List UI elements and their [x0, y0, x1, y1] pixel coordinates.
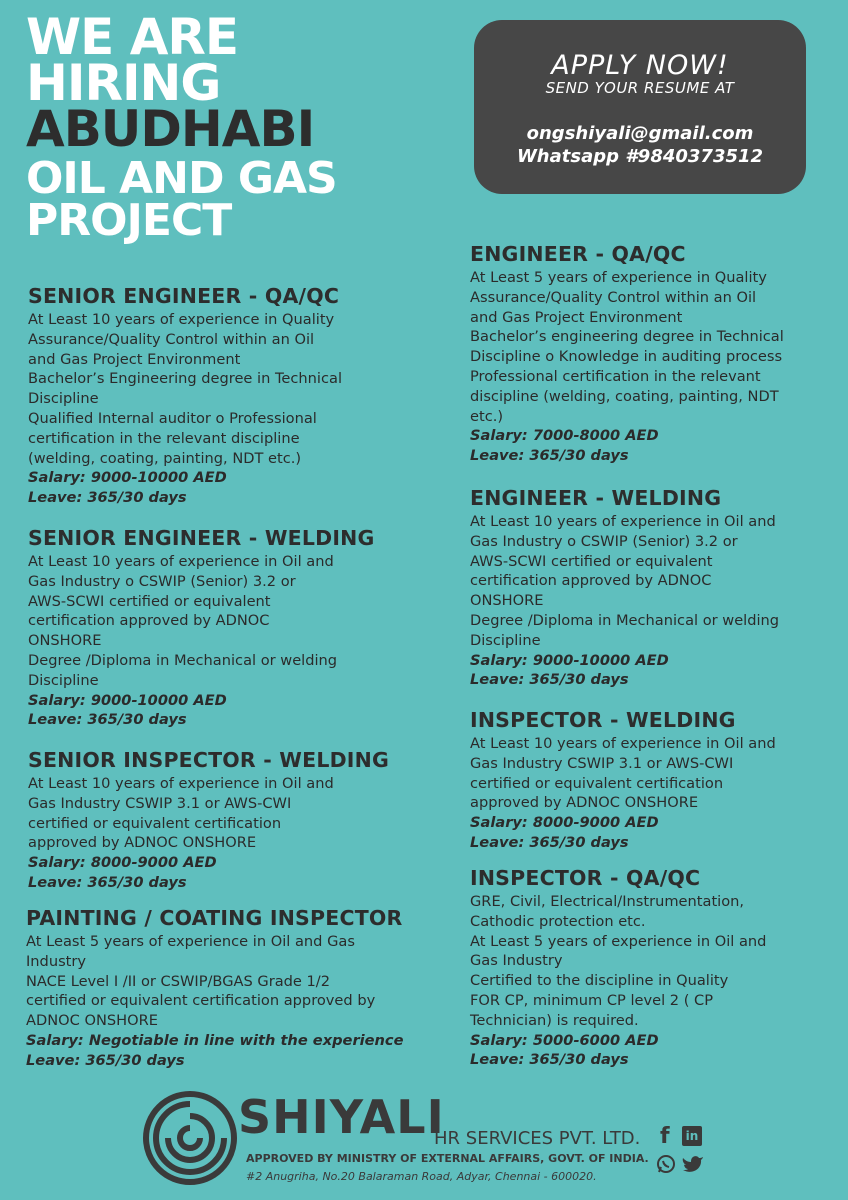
job-title: SENIOR ENGINEER - QA/QC: [28, 284, 340, 308]
job-line: At Least 5 years of experience in Oil and: [470, 932, 767, 950]
job-line: Assurance/Quality Control within an Oil: [470, 288, 757, 306]
job-line: Professional certification in the relevant: [470, 367, 761, 385]
job-line: approved by ADNOC ONSHORE: [470, 794, 699, 812]
job-description: [28, 774, 448, 853]
job-inspector-qaqc: [470, 866, 840, 1070]
linkedin-icon[interactable]: in: [682, 1126, 702, 1146]
brand-name: SHIYALI: [238, 1090, 445, 1144]
job-line: ONSHORE: [470, 592, 544, 610]
apply-email[interactable]: ongshiyali@gmail.com: [526, 123, 754, 144]
job-line: Gas Industry: [470, 952, 563, 970]
job-line: certified or equivalent certification: [470, 774, 724, 792]
job-line: Gas Industry o CSWIP (Senior) 3.2 or: [470, 532, 738, 550]
twitter-icon[interactable]: [682, 1154, 704, 1174]
job-line: Assurance/Quality Control within an Oil: [28, 330, 315, 348]
job-line: ONSHORE: [28, 632, 102, 650]
job-line: certified or equivalent certification approved by: [26, 992, 376, 1010]
job-line: and Gas Project Environment: [28, 350, 241, 368]
company-footer: [138, 1086, 718, 1186]
job-description: [26, 932, 456, 1031]
job-line: Qualified Internal auditor o Professional: [28, 409, 317, 427]
job-description: [470, 734, 840, 813]
job-salary: Salary: Negotiable in line with the experience: [26, 1031, 404, 1049]
job-line: Degree /Diploma in Mechanical or welding: [470, 611, 780, 629]
job-title: INSPECTOR - WELDING: [470, 708, 736, 732]
job-title: ENGINEER - WELDING: [470, 486, 722, 510]
headline-line-3: ABUDHABI: [26, 100, 315, 158]
company-address: #2 Anugriha, No.20 Balaraman Road, Adyar, Chennai - 600020.: [246, 1170, 597, 1183]
job-line: discipline (welding, coating, painting, NDT: [470, 387, 779, 405]
apply-subtitle: SEND YOUR RESUME AT: [545, 79, 735, 97]
job-salary: Salary: 5000-6000 AED: [470, 1031, 659, 1049]
job-inspector-welding: [470, 708, 840, 853]
headline: [26, 8, 337, 246]
job-line: At Least 10 years of experience in Oil and: [470, 513, 776, 530]
job-line: Discipline: [470, 631, 541, 649]
job-salary: Salary: 7000-8000 AED: [470, 427, 659, 445]
job-line: At Least 10 years of experience in Oil and: [470, 735, 776, 752]
job-description: [470, 512, 840, 651]
job-description: [28, 310, 448, 468]
job-leave: Leave: 365/30 days: [470, 671, 629, 689]
apply-whatsapp[interactable]: Whatsapp #9840373512: [516, 146, 764, 167]
job-line: At Least 5 years of experience in Oil and Gas: [26, 933, 355, 950]
job-senior-inspector-welding: [28, 748, 448, 893]
job-line: and Gas Project Environment: [470, 308, 683, 326]
job-line: Cathodic protection etc.: [470, 912, 646, 930]
job-line: At Least 10 years of experience in Quality: [28, 311, 335, 328]
shiyali-logo-icon: [142, 1090, 238, 1186]
job-description: [470, 268, 840, 426]
job-title: SENIOR ENGINEER - WELDING: [28, 526, 375, 550]
job-leave: Leave: 365/30 days: [470, 833, 629, 851]
job-title: ENGINEER - QA/QC: [470, 242, 686, 266]
apply-now-box: [474, 20, 806, 194]
job-line: Gas Industry o CSWIP (Senior) 3.2 or: [28, 572, 296, 590]
job-salary: Salary: 9000-10000 AED: [28, 469, 227, 487]
job-line: At Least 10 years of experience in Oil and: [28, 553, 334, 570]
job-line: approved by ADNOC ONSHORE: [28, 834, 257, 852]
apply-title: APPLY NOW!: [551, 50, 729, 81]
headline-line-4: OIL AND GAS: [26, 153, 337, 204]
job-painting-coating-inspector: [26, 906, 456, 1071]
job-senior-engineer-welding: [28, 526, 448, 730]
job-line: certified or equivalent certification: [28, 814, 282, 832]
job-salary: Salary: 9000-10000 AED: [470, 651, 669, 669]
job-line: NACE Level I /II or CSWIP/BGAS Grade 1/2: [26, 972, 331, 990]
job-line: etc.): [470, 407, 504, 425]
job-salary: Salary: 8000-9000 AED: [470, 814, 659, 832]
job-leave: Leave: 365/30 days: [470, 1051, 629, 1069]
job-line: Discipline: [28, 390, 99, 408]
job-leave: Leave: 365/30 days: [470, 447, 629, 465]
job-line: At Least 10 years of experience in Oil and: [28, 775, 334, 792]
job-line: certification approved by ADNOC: [28, 612, 270, 630]
job-salary: Salary: 9000-10000 AED: [28, 691, 227, 709]
job-line: Discipline o Knowledge in auditing process: [470, 348, 783, 366]
job-line: At Least 5 years of experience in Quality: [470, 269, 767, 286]
job-description: [470, 892, 840, 1031]
job-line: Gas Industry CSWIP 3.1 or AWS-CWI: [470, 754, 734, 772]
job-line: Discipline: [28, 671, 99, 689]
job-title: SENIOR INSPECTOR - WELDING: [28, 748, 390, 772]
job-line: certification in the relevant discipline: [28, 429, 300, 447]
job-leave: Leave: 365/30 days: [28, 489, 187, 507]
job-line: (welding, coating, painting, NDT etc.): [28, 449, 302, 467]
job-line: GRE, Civil, Electrical/Instrumentation,: [470, 893, 745, 910]
job-line: certification approved by ADNOC: [470, 572, 712, 590]
job-salary: Salary: 8000-9000 AED: [28, 854, 217, 872]
job-line: Bachelor’s engineering degree in Technical: [470, 328, 784, 346]
approval-note: APPROVED BY MINISTRY OF EXTERNAL AFFAIRS, GOVT. OF INDIA.: [246, 1152, 649, 1165]
whatsapp-icon[interactable]: [656, 1154, 676, 1174]
headline-line-5: PROJECT: [26, 195, 232, 246]
job-line: Certified to the discipline in Quality: [470, 972, 729, 990]
job-leave: Leave: 365/30 days: [28, 873, 187, 891]
job-line: ADNOC ONSHORE: [26, 1012, 158, 1030]
job-line: Industry: [26, 952, 87, 970]
job-line: Bachelor’s Engineering degree in Technical: [28, 370, 343, 388]
job-line: Degree /Diploma in Mechanical or welding: [28, 651, 338, 669]
job-title: INSPECTOR - QA/QC: [470, 866, 701, 890]
job-engineer-welding: [470, 486, 840, 690]
job-engineer-qaqc: [470, 242, 840, 466]
job-senior-engineer-qaqc: [28, 284, 448, 508]
headline-line-2: HIRING: [26, 54, 221, 112]
job-line: Gas Industry CSWIP 3.1 or AWS-CWI: [28, 794, 292, 812]
job-line: AWS-SCWI certified or equivalent: [470, 552, 713, 570]
headline-line-1: WE ARE: [26, 8, 239, 66]
job-line: Technician) is required.: [470, 1011, 639, 1029]
job-leave: Leave: 365/30 days: [28, 711, 187, 729]
job-line: AWS-SCWI certified or equivalent: [28, 592, 271, 610]
job-description: [28, 552, 448, 691]
facebook-icon[interactable]: f: [660, 1124, 670, 1149]
job-leave: Leave: 365/30 days: [26, 1051, 185, 1069]
job-title: PAINTING / COATING INSPECTOR: [26, 906, 403, 930]
brand-subtitle: HR SERVICES PVT. LTD.: [434, 1128, 641, 1149]
job-line: FOR CP, minimum CP level 2 ( CP: [470, 991, 714, 1009]
